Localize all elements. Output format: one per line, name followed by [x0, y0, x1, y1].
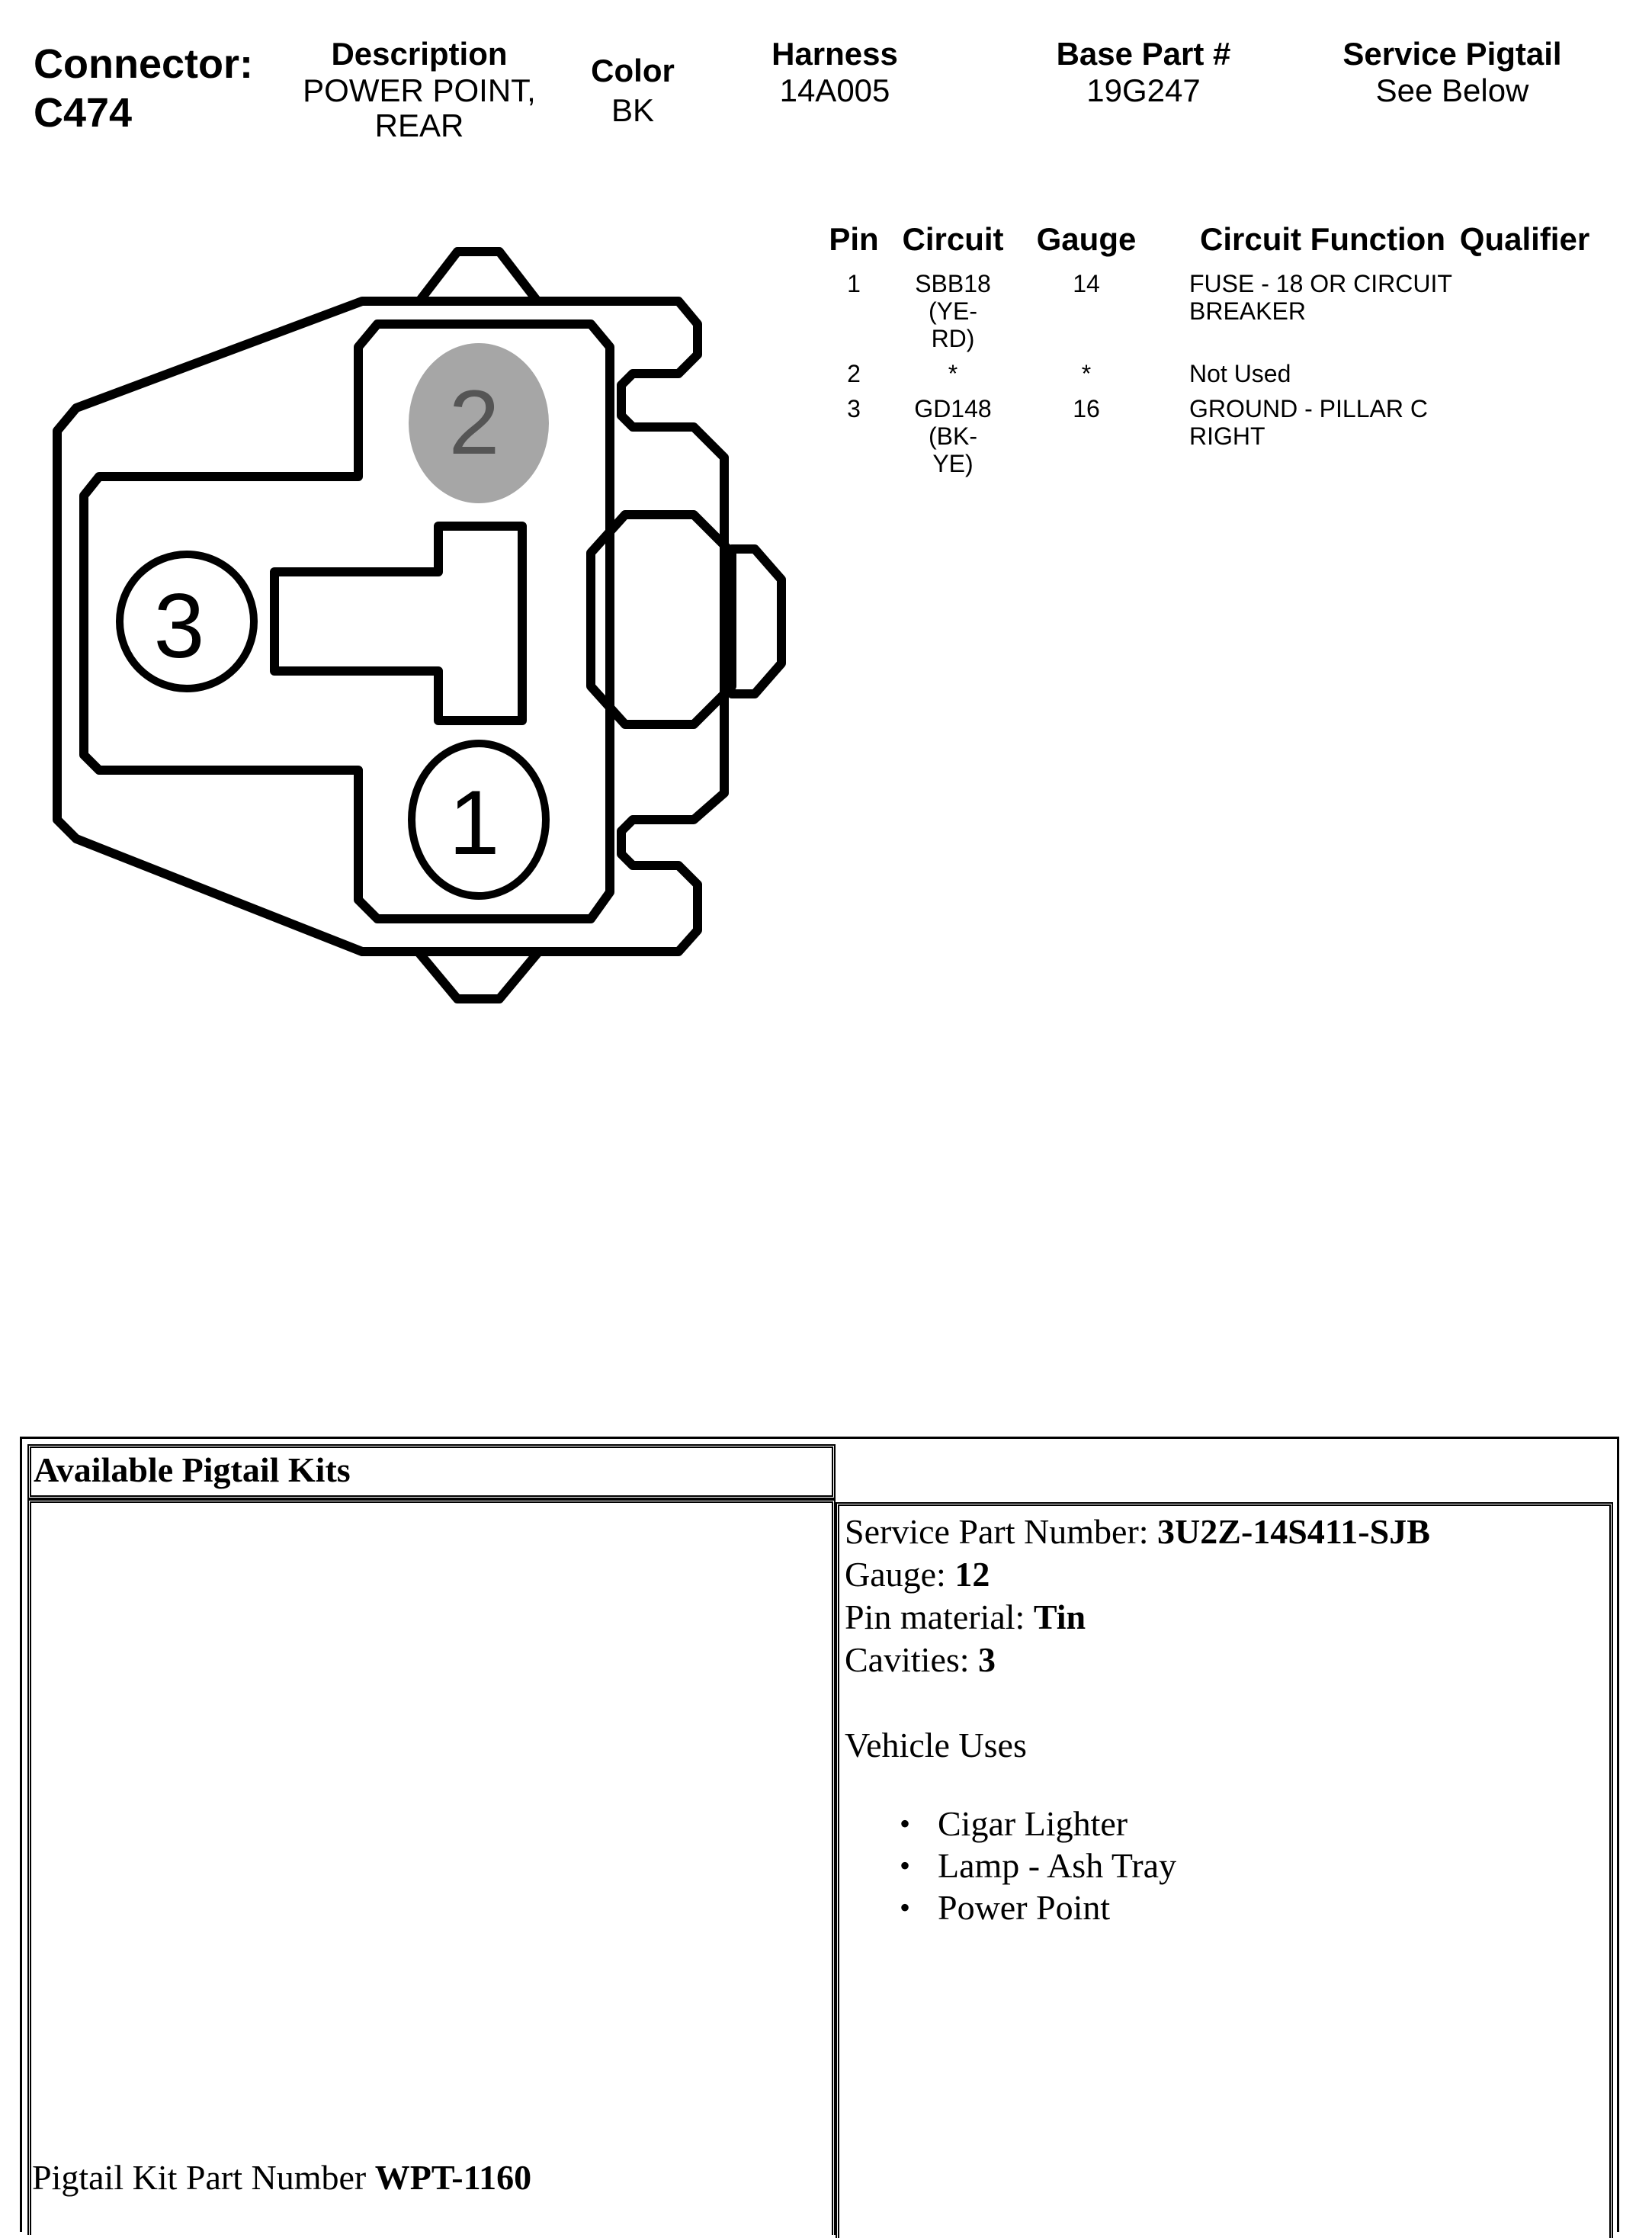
cavities-label: Cavities: — [845, 1640, 979, 1679]
function-line2: BREAKER — [1189, 297, 1306, 325]
header-circuit: Circuit — [902, 221, 1004, 257]
pin-table-header — [816, 221, 1593, 270]
row-gauge: 14 — [1073, 270, 1100, 297]
pigtail-gauge-label: Gauge: — [845, 1555, 955, 1594]
polarization-key — [274, 526, 522, 721]
pin-table — [816, 221, 1593, 485]
vehicle-uses-heading: Vehicle Uses — [845, 1726, 1027, 1764]
list-item: • Cigar Lighter — [900, 1803, 1176, 1845]
row-function — [1159, 270, 1456, 360]
description-line2: REAR — [374, 108, 464, 143]
bottom-latch — [419, 953, 537, 999]
pigtail-section-title: Available Pigtail Kits — [34, 1450, 351, 1489]
kit-value: WPT-1160 — [374, 2158, 532, 2197]
color-value: BK — [611, 92, 655, 128]
row-qualifier — [1456, 270, 1593, 360]
circuit-line2: YE) — [932, 450, 974, 477]
table-row — [816, 360, 1593, 395]
row-function — [1159, 395, 1456, 485]
connector-label: Connector: — [34, 41, 253, 87]
connector-title — [34, 40, 253, 137]
row-pin: 3 — [847, 395, 861, 422]
row-qualifier — [1456, 360, 1593, 395]
circuit-line1: * — [948, 360, 958, 387]
row-pin: 1 — [847, 270, 861, 297]
service-part-number — [845, 1511, 1430, 1552]
service-pigtail-value: See Below — [1375, 72, 1529, 108]
row-circuit — [892, 360, 1014, 395]
list-item: • Power Point — [900, 1886, 1176, 1928]
pigtail-kit-part-number — [32, 2156, 531, 2199]
connector-id: C474 — [34, 90, 133, 136]
harness-label: Harness — [771, 36, 898, 72]
function-line2: RIGHT — [1189, 422, 1265, 450]
description-column — [290, 35, 549, 143]
circuit-line1: GD148 (BK- — [914, 395, 992, 450]
description-label: Description — [331, 36, 508, 72]
table-row — [816, 395, 1593, 485]
cavities — [845, 1639, 996, 1681]
circuit-line1: SBB18 (YE- — [915, 270, 991, 325]
row-pin: 2 — [847, 360, 861, 387]
function-line1: Not Used — [1189, 360, 1291, 387]
row-function — [1159, 360, 1456, 395]
row-qualifier — [1456, 395, 1593, 485]
header-qualifier: Qualifier — [1459, 221, 1590, 257]
table-row — [816, 270, 1593, 360]
service-pigtail-column — [1311, 35, 1593, 108]
pin-material-value: Tin — [1033, 1597, 1086, 1636]
cavities-value: 3 — [978, 1640, 996, 1679]
header-circuit-function: Circuit Function — [1200, 221, 1445, 257]
pin-material — [845, 1597, 1086, 1638]
pin-3-label: 3 — [153, 575, 205, 677]
top-latch — [419, 252, 537, 301]
service-part-value: 3U2Z-14S411-SJB — [1157, 1512, 1430, 1551]
row-gauge: 16 — [1073, 395, 1100, 422]
description-line1: POWER POINT, — [303, 72, 536, 108]
function-line1: GROUND - PILLAR C — [1189, 395, 1428, 422]
list-item: • Lamp - Ash Tray — [900, 1845, 1176, 1886]
row-gauge: * — [1081, 360, 1092, 387]
service-part-label: Service Part Number: — [845, 1512, 1158, 1551]
pin-1-label: 1 — [448, 772, 500, 874]
header-pin: Pin — [829, 221, 879, 257]
pin-2-label: 2 — [448, 371, 500, 474]
kit-label: Pigtail Kit Part Number — [32, 2158, 375, 2197]
function-line1: FUSE - 18 OR CIRCUIT — [1189, 270, 1452, 297]
connector-face-diagram — [46, 236, 800, 1014]
harness-column — [732, 35, 938, 108]
color-label: Color — [591, 53, 675, 88]
row-circuit — [892, 270, 1014, 360]
color-column — [564, 52, 701, 128]
service-pigtail-label: Service Pigtail — [1342, 36, 1562, 72]
base-part-column — [1029, 35, 1258, 108]
side-tab-nub — [732, 549, 781, 694]
circuit-line2: RD) — [931, 325, 975, 352]
pigtail-gauge — [845, 1554, 990, 1595]
row-circuit — [892, 395, 1014, 485]
pin-material-label: Pin material: — [845, 1597, 1034, 1636]
base-part-value: 19G247 — [1086, 72, 1201, 108]
vehicle-uses-list — [900, 1803, 1176, 1928]
harness-value: 14A005 — [779, 72, 890, 108]
pigtail-gauge-value: 12 — [954, 1555, 990, 1594]
pigtail-image-cell — [27, 1499, 836, 2235]
base-part-label: Base Part # — [1056, 36, 1231, 72]
header-gauge: Gauge — [1036, 221, 1137, 257]
